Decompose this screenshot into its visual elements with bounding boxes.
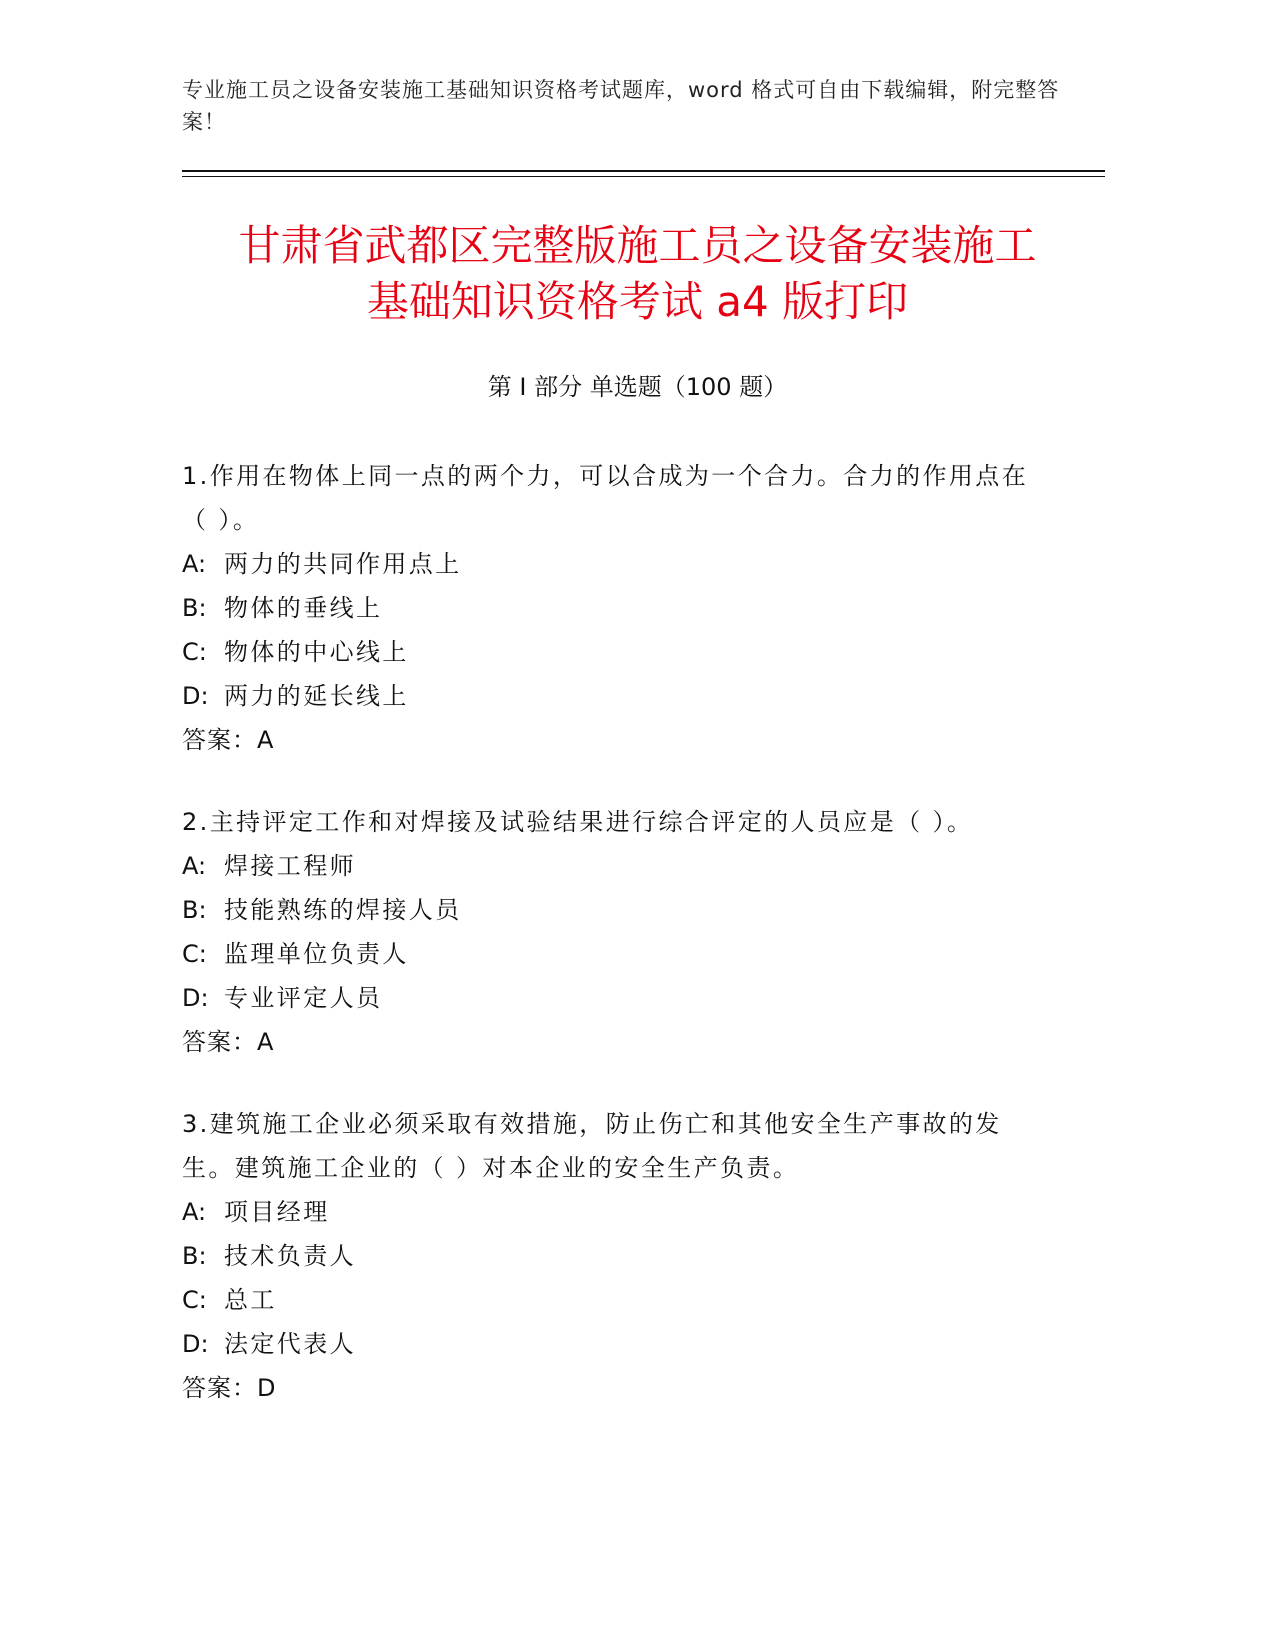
option-text: 技能熟练的焊接人员 <box>224 896 462 924</box>
option-key: D: <box>182 984 209 1012</box>
option-text: 物体的垂线上 <box>224 594 383 622</box>
document-title-line-1: 甘肃省武都区完整版施工员之设备安装施工 <box>238 221 1037 270</box>
option-text: 技术负责人 <box>224 1242 356 1270</box>
answer-value: D <box>257 1374 277 1402</box>
question-stem: 1.作用在物体上同一点的两个力，可以合成为一个合力。合力的作用点在（ ）。 <box>182 462 1029 534</box>
answer-label: 答案： <box>182 1028 257 1056</box>
option-key: D: <box>182 1330 209 1358</box>
answer-label: 答案： <box>182 1374 257 1402</box>
option-text: 总工 <box>224 1286 277 1314</box>
option-key: D: <box>182 682 209 710</box>
question-2 <box>182 800 1032 1064</box>
document-title-line-2: 基础知识资格考试 a4 版打印 <box>366 277 909 326</box>
option-b <box>182 586 1032 630</box>
header-note: 专业施工员之设备安装施工基础知识资格考试题库，word 格式可自由下载编辑，附完整答案！ <box>182 78 1060 134</box>
option-text: 焊接工程师 <box>224 852 356 880</box>
option-d <box>182 1322 1032 1366</box>
option-d <box>182 976 1032 1020</box>
option-text: 专业评定人员 <box>224 984 383 1012</box>
question-stem: 2.主持评定工作和对焊接及试验结果进行综合评定的人员应是（ ）。 <box>182 808 974 836</box>
option-text: 项目经理 <box>224 1198 330 1226</box>
section-title: 第 I 部分 单选题（100 题） <box>487 373 788 401</box>
answer-line <box>182 1366 1032 1410</box>
answer-label: 答案： <box>182 726 257 754</box>
option-key: A: <box>182 852 207 880</box>
option-a <box>182 1190 1032 1234</box>
option-key: A: <box>182 550 207 578</box>
option-key: C: <box>182 638 207 666</box>
question-3 <box>182 1102 1032 1410</box>
option-key: C: <box>182 1286 207 1314</box>
option-text: 法定代表人 <box>224 1330 356 1358</box>
header-divider-thin <box>182 176 1105 177</box>
option-a <box>182 542 1032 586</box>
option-key: B: <box>182 1242 207 1270</box>
answer-line <box>182 1020 1032 1064</box>
option-key: A: <box>182 1198 207 1226</box>
option-text: 两力的共同作用点上 <box>224 550 462 578</box>
option-key: C: <box>182 940 207 968</box>
answer-line <box>182 718 1032 762</box>
header-divider-thick <box>182 170 1105 172</box>
document-title <box>150 218 1125 330</box>
question-list <box>182 454 1032 1448</box>
option-c <box>182 630 1032 674</box>
option-key: B: <box>182 594 207 622</box>
question-1 <box>182 454 1032 762</box>
option-c <box>182 1278 1032 1322</box>
option-text: 监理单位负责人 <box>224 940 409 968</box>
answer-value: A <box>257 726 275 754</box>
option-key: B: <box>182 896 207 924</box>
option-d <box>182 674 1032 718</box>
option-a <box>182 844 1032 888</box>
option-text: 两力的延长线上 <box>224 682 409 710</box>
option-c <box>182 932 1032 976</box>
question-stem: 3.建筑施工企业必须采取有效措施，防止伤亡和其他安全生产事故的发生。建筑施工企业的（ ）对本企业的安全生产负责。 <box>182 1110 1002 1182</box>
option-b <box>182 1234 1032 1278</box>
option-text: 物体的中心线上 <box>224 638 409 666</box>
answer-value: A <box>257 1028 275 1056</box>
option-b <box>182 888 1032 932</box>
